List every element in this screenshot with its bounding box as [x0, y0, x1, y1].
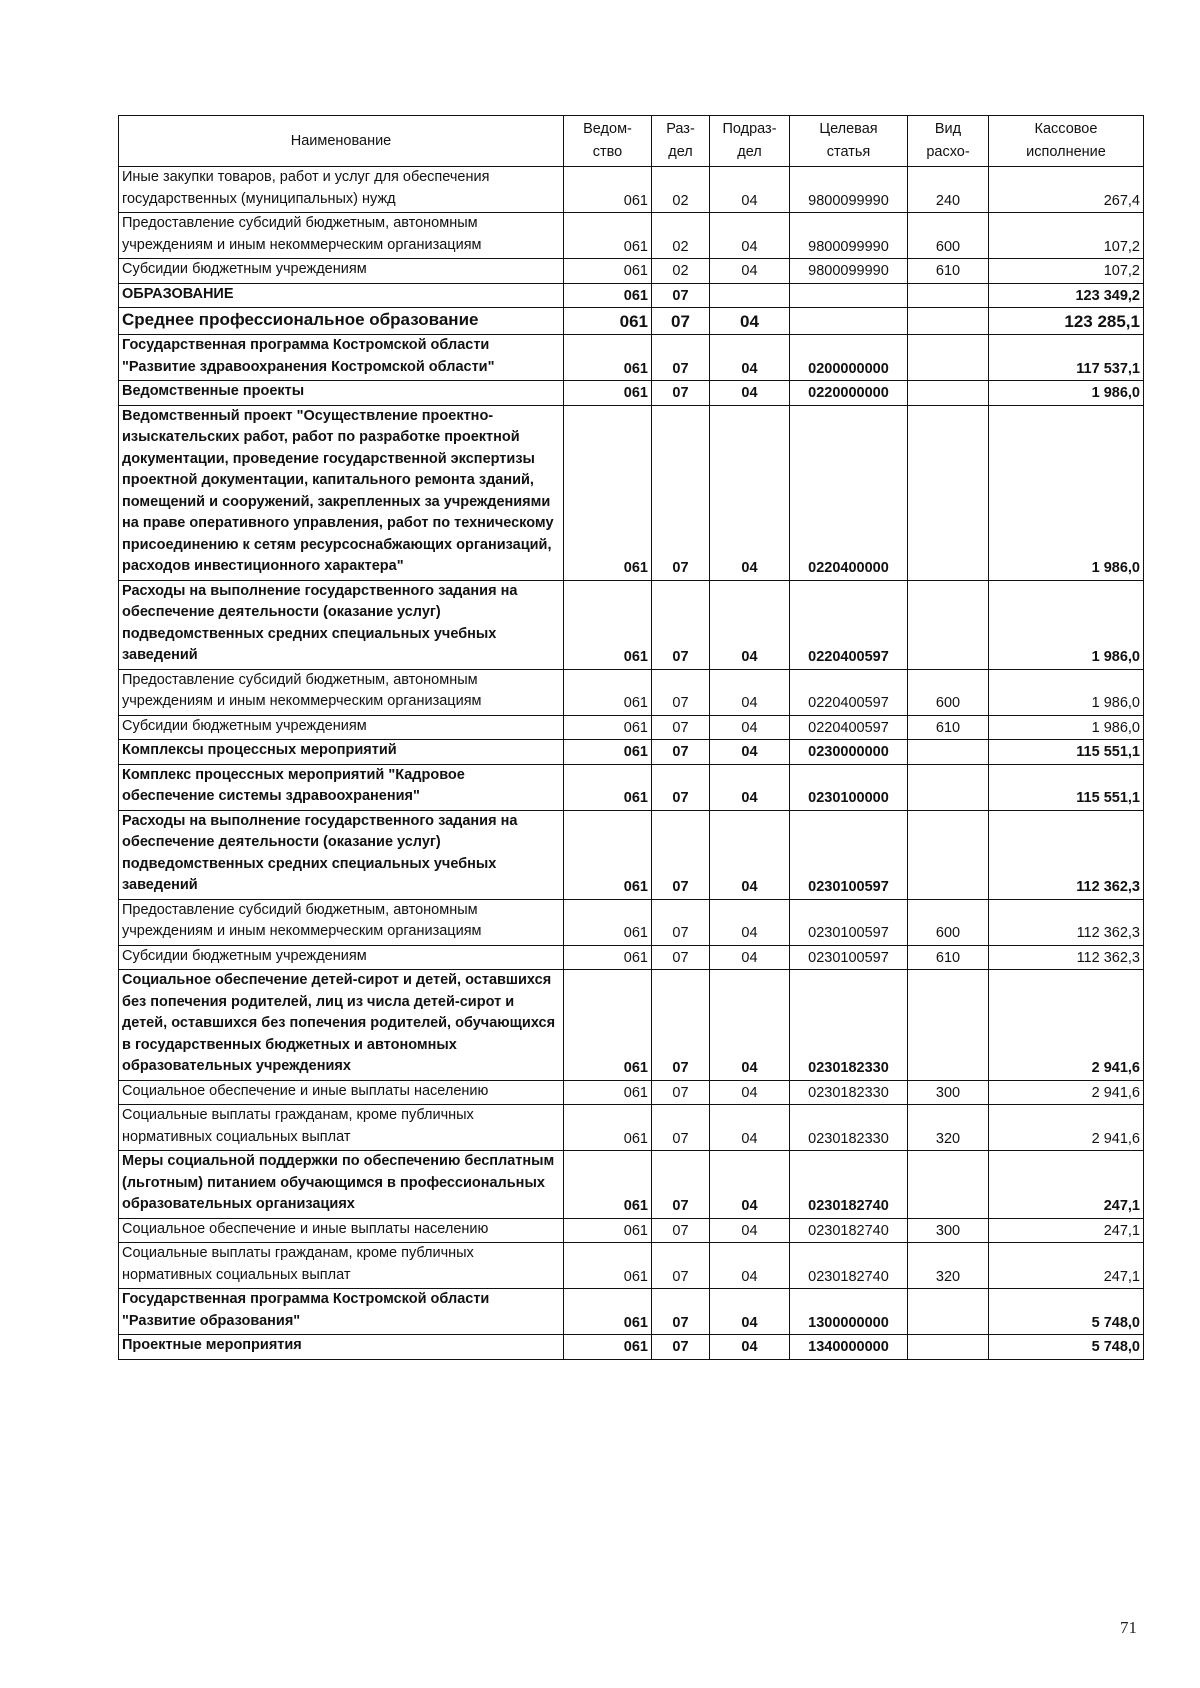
row-vedom: 061 — [564, 945, 652, 970]
row-vid — [908, 810, 989, 899]
row-amount: 123 349,2 — [989, 283, 1144, 308]
row-podrazdel: 04 — [710, 970, 790, 1081]
row-podrazdel — [710, 283, 790, 308]
table-row — [119, 1080, 1144, 1105]
row-vid: 300 — [908, 1080, 989, 1105]
row-razdel: 07 — [652, 669, 710, 715]
row-podrazdel: 04 — [710, 764, 790, 810]
row-vedom: 061 — [564, 259, 652, 284]
row-vid — [908, 1289, 989, 1335]
row-vedom: 061 — [564, 740, 652, 765]
row-amount: 247,1 — [989, 1151, 1144, 1219]
row-vid — [908, 1335, 989, 1360]
row-vedom: 061 — [564, 1105, 652, 1151]
header-razdel: Раз- дел — [652, 116, 710, 167]
row-razdel: 07 — [652, 764, 710, 810]
row-name: Субсидии бюджетным учреждениям — [119, 715, 564, 740]
row-target: 0220400000 — [790, 405, 908, 580]
row-razdel: 07 — [652, 899, 710, 945]
row-vid — [908, 740, 989, 765]
row-vid — [908, 381, 989, 406]
row-target: 0220400597 — [790, 715, 908, 740]
row-razdel: 02 — [652, 167, 710, 213]
header-name: Наименование — [119, 116, 564, 167]
row-vedom: 061 — [564, 283, 652, 308]
row-amount: 2 941,6 — [989, 1105, 1144, 1151]
row-vid — [908, 335, 989, 381]
row-vid: 600 — [908, 213, 989, 259]
row-vid: 610 — [908, 259, 989, 284]
row-podrazdel: 04 — [710, 715, 790, 740]
row-vedom: 061 — [564, 1151, 652, 1219]
row-name: Меры социальной поддержки по обеспечению бесплатным (льготным) питанием обучающимся в профессиональных образовательных организациях — [119, 1151, 564, 1219]
row-name: Ведомственные проекты — [119, 381, 564, 406]
row-razdel: 07 — [652, 308, 710, 335]
row-podrazdel: 04 — [710, 669, 790, 715]
table-row — [119, 945, 1144, 970]
row-podrazdel: 04 — [710, 740, 790, 765]
row-target: 0230100000 — [790, 764, 908, 810]
row-podrazdel: 04 — [710, 259, 790, 284]
row-name: Государственная программа Костромской области "Развитие здравоохранения Костромской области" — [119, 335, 564, 381]
page-number: 71 — [1120, 1618, 1137, 1637]
row-vid: 320 — [908, 1105, 989, 1151]
row-razdel: 07 — [652, 945, 710, 970]
row-vid — [908, 308, 989, 335]
row-vedom: 061 — [564, 810, 652, 899]
row-vid: 610 — [908, 715, 989, 740]
table-row — [119, 715, 1144, 740]
row-target: 0220000000 — [790, 381, 908, 406]
row-name: Социальное обеспечение детей-сирот и детей, оставшихся без попечения родителей, лиц из числа детей-сирот и детей, оставшихся без попечения родителей, обучающихся в государственных бюджетных и автономных образовательных учреждениях — [119, 970, 564, 1081]
row-vid — [908, 1151, 989, 1219]
row-amount: 247,1 — [989, 1218, 1144, 1243]
table-row — [119, 764, 1144, 810]
table-row — [119, 167, 1144, 213]
row-vedom: 061 — [564, 308, 652, 335]
row-podrazdel: 04 — [710, 1243, 790, 1289]
row-name: Предоставление субсидий бюджетным, автономным учреждениям и иным некоммерческим организациям — [119, 213, 564, 259]
row-name: Комплексы процессных мероприятий — [119, 740, 564, 765]
row-target: 0220400597 — [790, 580, 908, 669]
row-podrazdel: 04 — [710, 810, 790, 899]
row-vedom: 061 — [564, 970, 652, 1081]
row-razdel: 02 — [652, 259, 710, 284]
row-amount: 247,1 — [989, 1243, 1144, 1289]
row-vedom: 061 — [564, 1335, 652, 1360]
table-row — [119, 1289, 1144, 1335]
row-name: Субсидии бюджетным учреждениям — [119, 259, 564, 284]
row-name: Государственная программа Костромской области "Развитие образования" — [119, 1289, 564, 1335]
row-target: 1300000000 — [790, 1289, 908, 1335]
row-vedom: 061 — [564, 764, 652, 810]
row-razdel: 07 — [652, 335, 710, 381]
row-target — [790, 308, 908, 335]
row-name: Социальное обеспечение и иные выплаты населению — [119, 1218, 564, 1243]
row-name: Ведомственный проект "Осуществление проектно-изыскательских работ, работ по разработке проектной документации, проведение государственной экспертизы проектной документации, капитального ремонта зданий, помещений и сооружений, закрепленных за учреждениями на праве оперативного управления, работ по техническому присоединению к сетям ресурсоснабжающих организаций, расходов инвестиционного характера" — [119, 405, 564, 580]
row-podrazdel: 04 — [710, 167, 790, 213]
row-target: 0230100597 — [790, 810, 908, 899]
row-name: Социальные выплаты гражданам, кроме публичных нормативных социальных выплат — [119, 1105, 564, 1151]
row-podrazdel: 04 — [710, 580, 790, 669]
row-podrazdel: 04 — [710, 1218, 790, 1243]
row-razdel: 07 — [652, 970, 710, 1081]
row-razdel: 07 — [652, 1335, 710, 1360]
row-razdel: 07 — [652, 810, 710, 899]
row-name: Расходы на выполнение государственного задания на обеспечение деятельности (оказание услуг) подведомственных средних специальных учебных заведений — [119, 580, 564, 669]
row-target — [790, 283, 908, 308]
table-row — [119, 405, 1144, 580]
row-amount: 112 362,3 — [989, 899, 1144, 945]
table-row — [119, 1335, 1144, 1360]
row-vid — [908, 764, 989, 810]
row-vid — [908, 283, 989, 308]
row-name: Среднее профессиональное образование — [119, 308, 564, 335]
row-razdel: 07 — [652, 580, 710, 669]
row-target: 0230182740 — [790, 1218, 908, 1243]
row-vedom: 061 — [564, 1080, 652, 1105]
row-podrazdel: 04 — [710, 1335, 790, 1360]
row-vedom: 061 — [564, 715, 652, 740]
header-podrazdel: Подраз- дел — [710, 116, 790, 167]
row-amount: 267,4 — [989, 167, 1144, 213]
row-target: 0230182740 — [790, 1151, 908, 1219]
row-podrazdel: 04 — [710, 899, 790, 945]
row-amount: 112 362,3 — [989, 945, 1144, 970]
row-razdel: 02 — [652, 213, 710, 259]
header-target: Целевая статья — [790, 116, 908, 167]
row-target: 0230000000 — [790, 740, 908, 765]
header-vid: Вид расхо- — [908, 116, 989, 167]
row-amount: 107,2 — [989, 259, 1144, 284]
row-razdel: 07 — [652, 1080, 710, 1105]
table-row — [119, 1151, 1144, 1219]
table-row — [119, 259, 1144, 284]
table-row — [119, 1105, 1144, 1151]
row-amount: 5 748,0 — [989, 1335, 1144, 1360]
row-podrazdel: 04 — [710, 308, 790, 335]
table-row — [119, 740, 1144, 765]
row-vedom: 061 — [564, 335, 652, 381]
row-podrazdel: 04 — [710, 945, 790, 970]
row-target: 0200000000 — [790, 335, 908, 381]
row-amount: 2 941,6 — [989, 970, 1144, 1081]
row-vid: 240 — [908, 167, 989, 213]
row-amount: 1 986,0 — [989, 381, 1144, 406]
row-vedom: 061 — [564, 381, 652, 406]
row-podrazdel: 04 — [710, 1080, 790, 1105]
row-razdel: 07 — [652, 1105, 710, 1151]
row-amount: 1 986,0 — [989, 580, 1144, 669]
row-name: Комплекс процессных мероприятий "Кадровое обеспечение системы здравоохранения" — [119, 764, 564, 810]
table-row — [119, 899, 1144, 945]
row-name: Иные закупки товаров, работ и услуг для обеспечения государственных (муниципальных) нужд — [119, 167, 564, 213]
row-vedom: 061 — [564, 580, 652, 669]
table-body — [119, 167, 1144, 1360]
row-name: ОБРАЗОВАНИЕ — [119, 283, 564, 308]
row-amount: 115 551,1 — [989, 740, 1144, 765]
row-vid: 300 — [908, 1218, 989, 1243]
row-name: Субсидии бюджетным учреждениям — [119, 945, 564, 970]
row-amount: 2 941,6 — [989, 1080, 1144, 1105]
table-row — [119, 213, 1144, 259]
table-row — [119, 308, 1144, 335]
table-row — [119, 810, 1144, 899]
table-row — [119, 335, 1144, 381]
row-razdel: 07 — [652, 740, 710, 765]
row-target: 0230182330 — [790, 1080, 908, 1105]
row-podrazdel: 04 — [710, 1151, 790, 1219]
table-header-row — [119, 116, 1144, 167]
header-amount: Кассовое исполнение — [989, 116, 1144, 167]
row-vedom: 061 — [564, 405, 652, 580]
row-vedom: 061 — [564, 1289, 652, 1335]
row-vedom: 061 — [564, 167, 652, 213]
row-podrazdel: 04 — [710, 1105, 790, 1151]
row-amount: 1 986,0 — [989, 715, 1144, 740]
row-vedom: 061 — [564, 213, 652, 259]
table-row — [119, 283, 1144, 308]
row-razdel: 07 — [652, 1151, 710, 1219]
row-razdel: 07 — [652, 381, 710, 406]
table-row — [119, 1243, 1144, 1289]
row-podrazdel: 04 — [710, 335, 790, 381]
row-vid: 320 — [908, 1243, 989, 1289]
row-name: Социальное обеспечение и иные выплаты населению — [119, 1080, 564, 1105]
row-vedom: 061 — [564, 899, 652, 945]
row-amount: 117 537,1 — [989, 335, 1144, 381]
table-row — [119, 1218, 1144, 1243]
row-podrazdel: 04 — [710, 405, 790, 580]
row-name: Предоставление субсидий бюджетным, автономным учреждениям и иным некоммерческим организациям — [119, 899, 564, 945]
row-vid — [908, 405, 989, 580]
row-razdel: 07 — [652, 1289, 710, 1335]
row-vid: 610 — [908, 945, 989, 970]
row-vedom: 061 — [564, 669, 652, 715]
row-target: 1340000000 — [790, 1335, 908, 1360]
row-target: 0230182330 — [790, 970, 908, 1081]
row-name: Социальные выплаты гражданам, кроме публичных нормативных социальных выплат — [119, 1243, 564, 1289]
row-amount: 1 986,0 — [989, 405, 1144, 580]
row-name: Предоставление субсидий бюджетным, автономным учреждениям и иным некоммерческим организациям — [119, 669, 564, 715]
table-row — [119, 669, 1144, 715]
row-target: 9800099990 — [790, 259, 908, 284]
row-vid: 600 — [908, 669, 989, 715]
table-row — [119, 381, 1144, 406]
row-razdel: 07 — [652, 715, 710, 740]
budget-table — [118, 115, 1144, 1360]
row-vid — [908, 970, 989, 1081]
row-target: 0230100597 — [790, 899, 908, 945]
row-amount: 112 362,3 — [989, 810, 1144, 899]
row-razdel: 07 — [652, 1218, 710, 1243]
row-target: 0230182740 — [790, 1243, 908, 1289]
row-target: 9800099990 — [790, 213, 908, 259]
row-amount: 115 551,1 — [989, 764, 1144, 810]
row-target: 0230182330 — [790, 1105, 908, 1151]
row-name: Расходы на выполнение государственного задания на обеспечение деятельности (оказание услуг) подведомственных средних специальных учебных заведений — [119, 810, 564, 899]
row-target: 0220400597 — [790, 669, 908, 715]
row-razdel: 07 — [652, 283, 710, 308]
table-row — [119, 580, 1144, 669]
row-target: 9800099990 — [790, 167, 908, 213]
row-amount: 1 986,0 — [989, 669, 1144, 715]
row-amount: 107,2 — [989, 213, 1144, 259]
row-amount: 5 748,0 — [989, 1289, 1144, 1335]
table-row — [119, 970, 1144, 1081]
row-vid: 600 — [908, 899, 989, 945]
row-vid — [908, 580, 989, 669]
row-podrazdel: 04 — [710, 1289, 790, 1335]
row-podrazdel: 04 — [710, 381, 790, 406]
row-razdel: 07 — [652, 405, 710, 580]
row-razdel: 07 — [652, 1243, 710, 1289]
row-vedom: 061 — [564, 1218, 652, 1243]
row-name: Проектные мероприятия — [119, 1335, 564, 1360]
header-vedom: Ведом- ство — [564, 116, 652, 167]
row-amount: 123 285,1 — [989, 308, 1144, 335]
row-vedom: 061 — [564, 1243, 652, 1289]
row-podrazdel: 04 — [710, 213, 790, 259]
row-target: 0230100597 — [790, 945, 908, 970]
